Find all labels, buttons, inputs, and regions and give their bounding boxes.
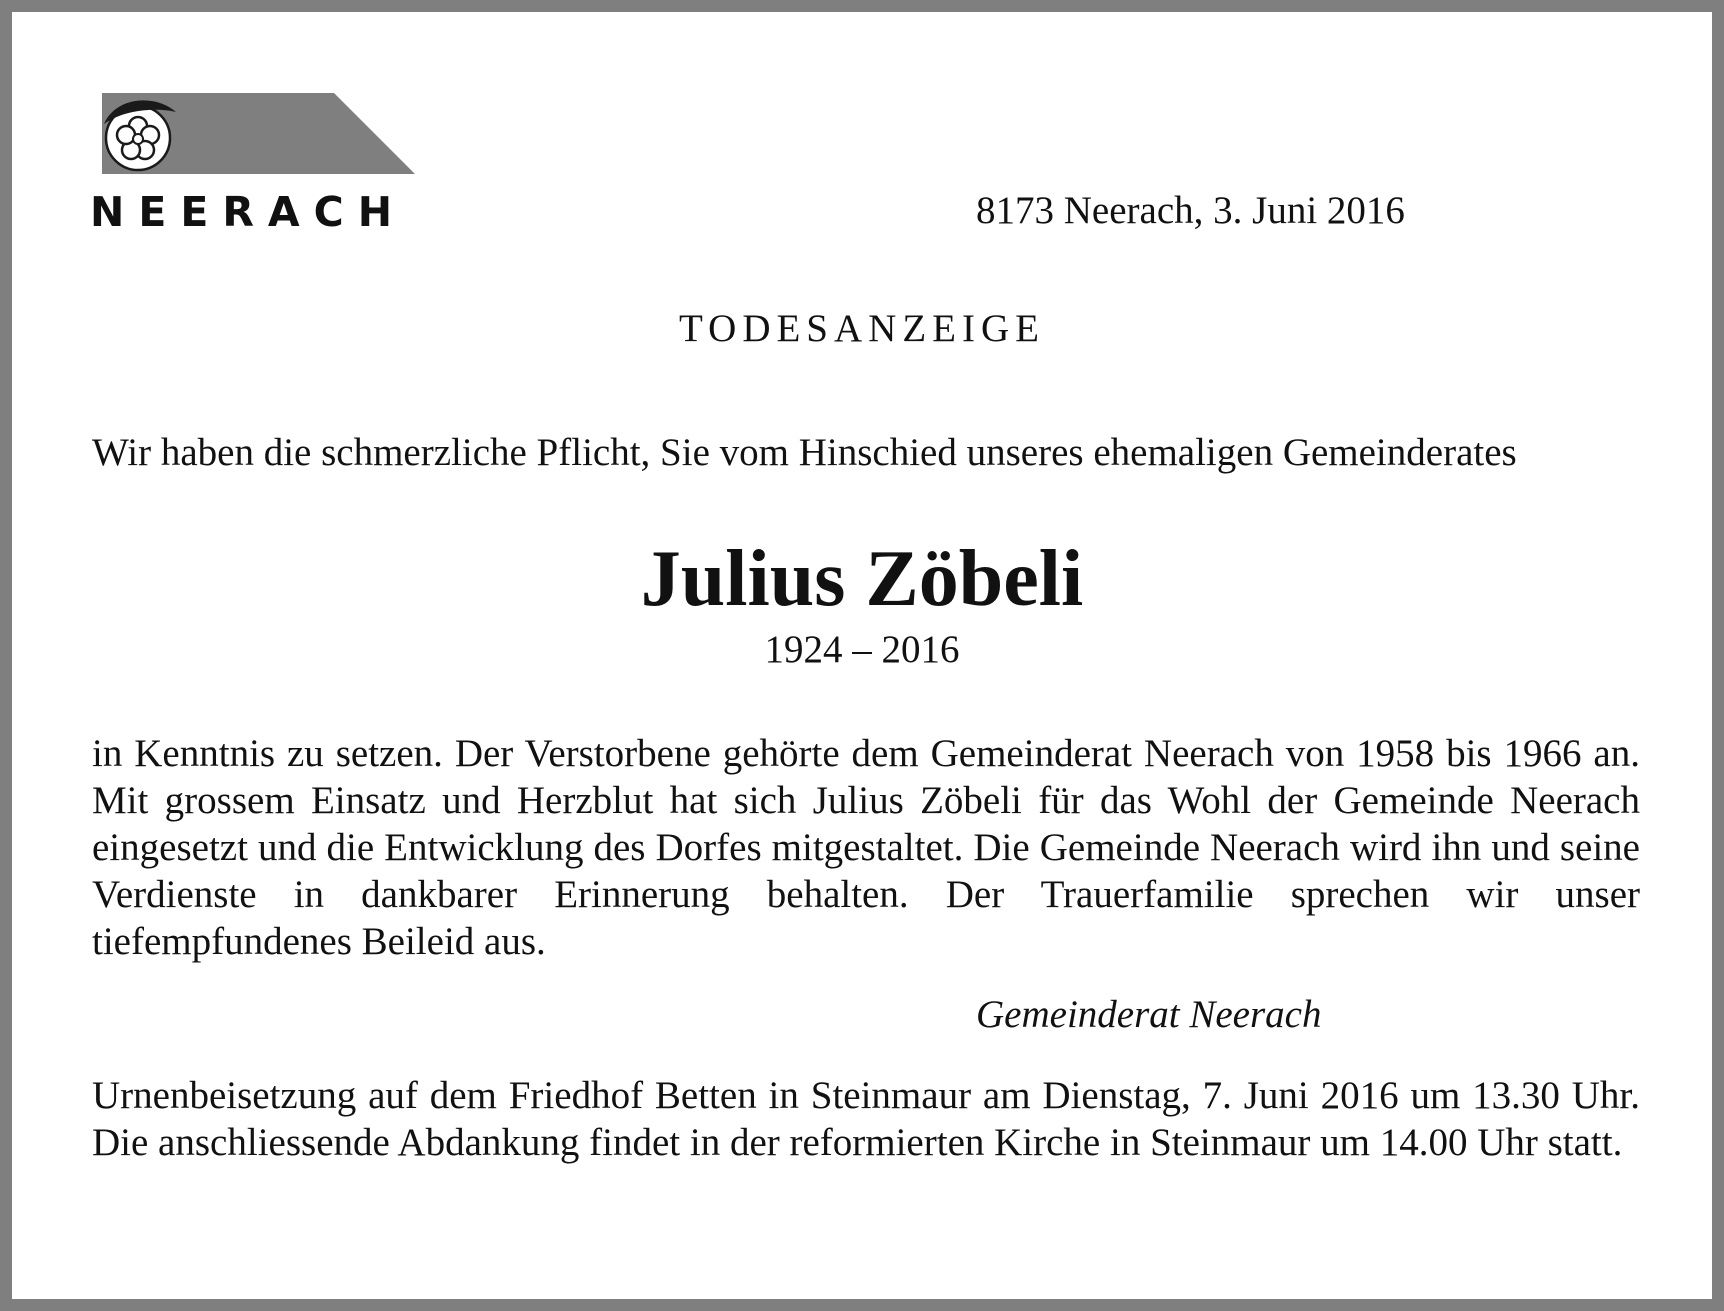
logo-wordmark: NEERACH	[90, 188, 407, 236]
signature: Gemeinderat Neerach	[976, 993, 1322, 1036]
neerach-logo	[90, 90, 470, 250]
place-date: 8173 Neerach, 3. Juni 2016	[976, 189, 1405, 232]
funeral-paragraph: Urnenbeisetzung auf dem Friedhof Betten in Steinmaur am Dienstag, 7. Juni 2016 um 13.30 Uhr. Die anschliessende Abdankung findet in der reformierten Kirche in Steinmaur um 14.00 Uhr statt.	[92, 1074, 1640, 1164]
intro-text: Wir haben die schmerzliche Pflicht, Sie vom Hinschied unseres ehemaligen Gemeinderates	[92, 431, 1517, 474]
obituary-page	[12, 12, 1712, 1299]
deceased-name: Julius Zöbeli	[640, 535, 1084, 623]
notice-heading: TODESANZEIGE	[679, 307, 1045, 350]
flower-crest-icon	[90, 90, 450, 182]
life-years: 1924 – 2016	[764, 628, 960, 671]
body-paragraph: in Kenntnis zu setzen. Der Verstorbene gehörte dem Gemeinderat Neerach von 1958 bis 1966 an. Mit grossem Einsatz und Herzblut hat sich Julius Zöbeli für das Wohl der Gemeinde Neerach eingesetzt und die Entwicklung des Dorfes mitgestaltet. Die Gemeinde Neerach wird ihn und seine Verdienste in dankbarer Erinnerung behalten. Der Trauerfamilie sprechen wir unser tiefempfundenes Beileid aus.	[92, 732, 1640, 963]
